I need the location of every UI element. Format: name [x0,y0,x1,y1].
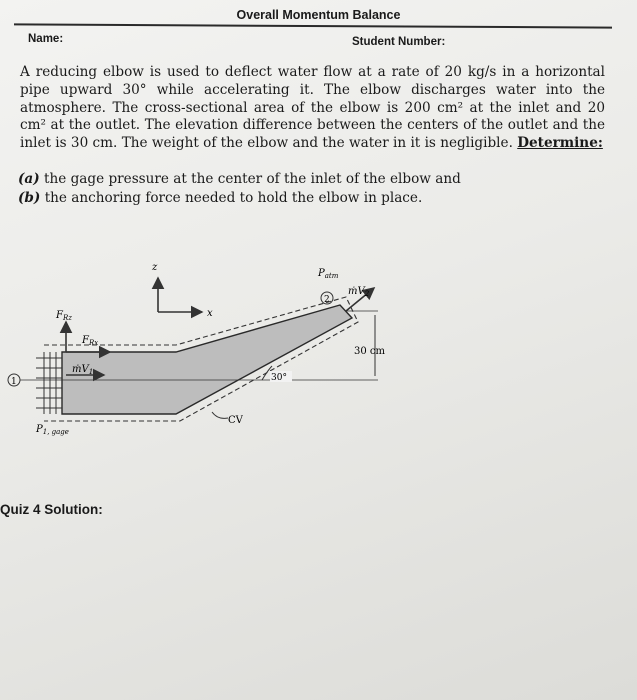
part-a-marker: (a) [18,171,40,187]
atm-pressure-label: $P_{atm}$ [318,268,339,280]
part-b-marker: (b) [18,190,41,206]
student-number-label: Student Number: [352,36,446,48]
elbow-diagram [0,240,637,450]
determine-label: Determine: [517,135,603,152]
header-divider [14,23,612,28]
part-a-text: the gage pressure at the center of the inlet of the elbow and [44,171,461,187]
name-label: Name: [28,33,64,45]
inlet-hatching [36,352,62,414]
problem-text: A reducing elbow is used to deflect water flow at a rate of 20 kg/s in a horizontal pipe upward 30° while accelerating it. The elbow discharges water into the atmosphere. The cross-sectional area of the elbow is 200 cm² at the inlet and 20 cm² at the outlet. The elevation difference between the centers of the outlet and the inlet is 30 cm. The weight of the elbow and the water in it is negligible. [20,64,605,152]
angle-label: 30° [271,373,287,383]
part-b [18,190,422,206]
elevation-label: 30 cm [354,346,385,357]
axis-x-label: x [207,308,213,319]
force-rz-label: $F_{Rz}$ [56,310,72,322]
axis-z-label: z [152,262,158,273]
elbow-body [62,305,352,414]
inlet-momentum-label: ṁV$_1$ [72,364,94,376]
cv-label: CV [228,415,243,426]
force-rx-label: $F_{Rx}$ [82,335,99,347]
problem-statement [20,64,605,153]
inlet-pressure-label: $P_{1, gage}$ [36,424,69,436]
part-b-text: the anchoring force needed to hold the elbow in place. [44,190,423,206]
part-a [18,171,461,187]
page-title: Overall Momentum Balance [236,8,401,22]
outlet-momentum-label: ṁV$_2$ [348,286,370,298]
station-1-label: 1 [11,377,17,387]
coordinate-axes [151,262,213,319]
station-2-label: 2 [324,295,330,305]
quiz-solution-label: Quiz 4 Solution: [0,502,103,517]
